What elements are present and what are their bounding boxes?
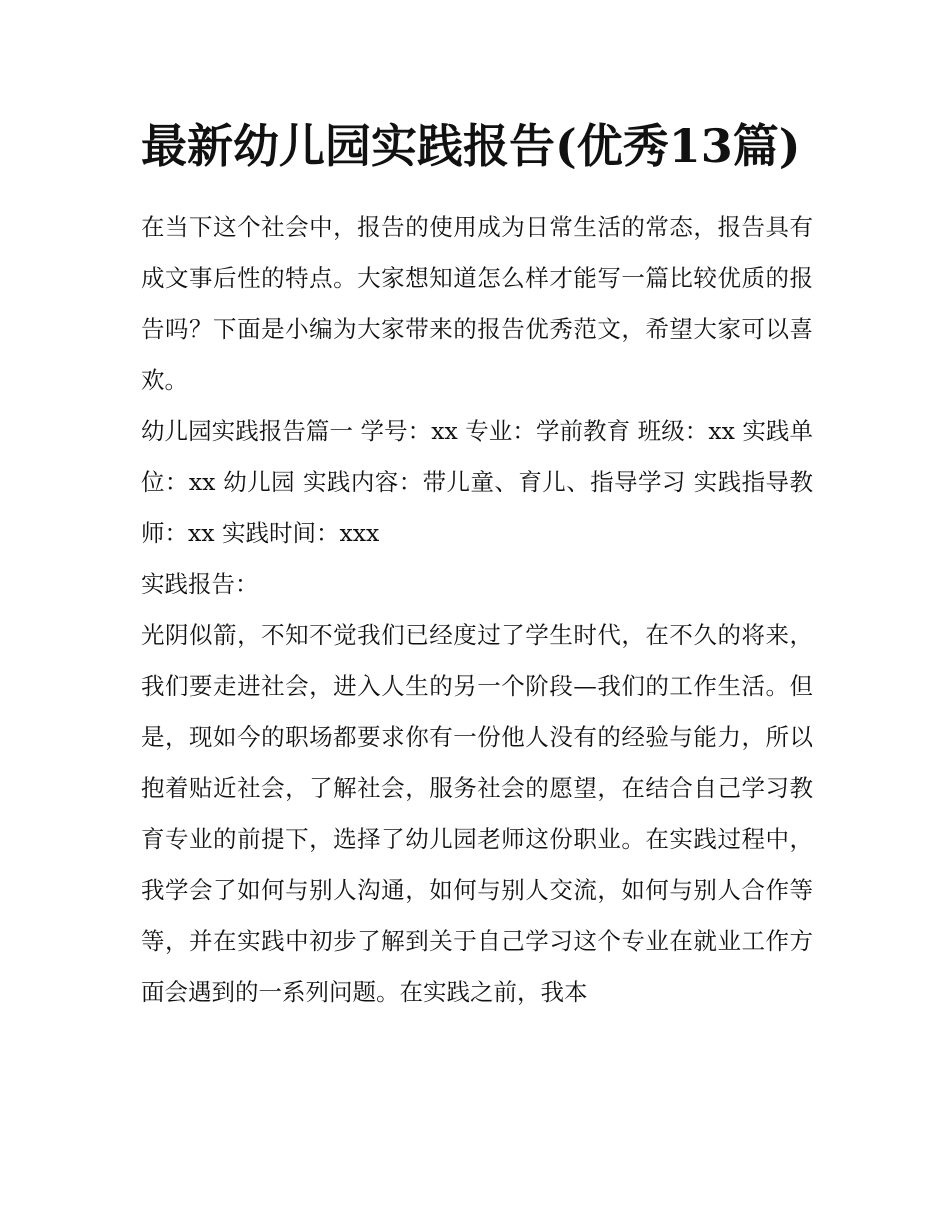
document-page — [141, 112, 813, 1018]
report-heading-paragraph: 实践报告： — [141, 570, 259, 598]
document-body — [141, 202, 813, 1018]
report-body-paragraph: 光阴似箭，不知不觉我们已经度过了学生时代，在不久的将来，我们要走进社会，进入人生的另一个阶段—我们的工作生活。但是，现如今的职场都要求你有一份他人没有的经验与能力，所以抱着贴近社会，了解社会，服务社会的愿望，在结合自己学习教育专业的前提下，选择了幼儿园老师这份职业。在实践过程中，我学会了如何与别人沟通，如何与别人交流，如何与别人合作等等，并在实践中初步了解到关于自己学习这个专业在就业工作方面会遇到的一系列问题。在实践之前，我本 — [141, 621, 813, 1006]
report-info-paragraph: 幼儿园实践报告篇一 学号：xx 专业：学前教育 班级：xx 实践单位：xx 幼儿园 实践内容：带儿童、育儿、指导学习 实践指导教师：xx 实践时间：xxx — [141, 417, 813, 547]
intro-paragraph: 在当下这个社会中，报告的使用成为日常生活的常态，报告具有成文事后性的特点。大家想知道怎么样才能写一篇比较优质的报告吗？下面是小编为大家带来的报告优秀范文，希望大家可以喜欢。 — [141, 213, 813, 394]
document-title: 最新幼儿园实践报告(优秀13篇) — [141, 119, 801, 173]
